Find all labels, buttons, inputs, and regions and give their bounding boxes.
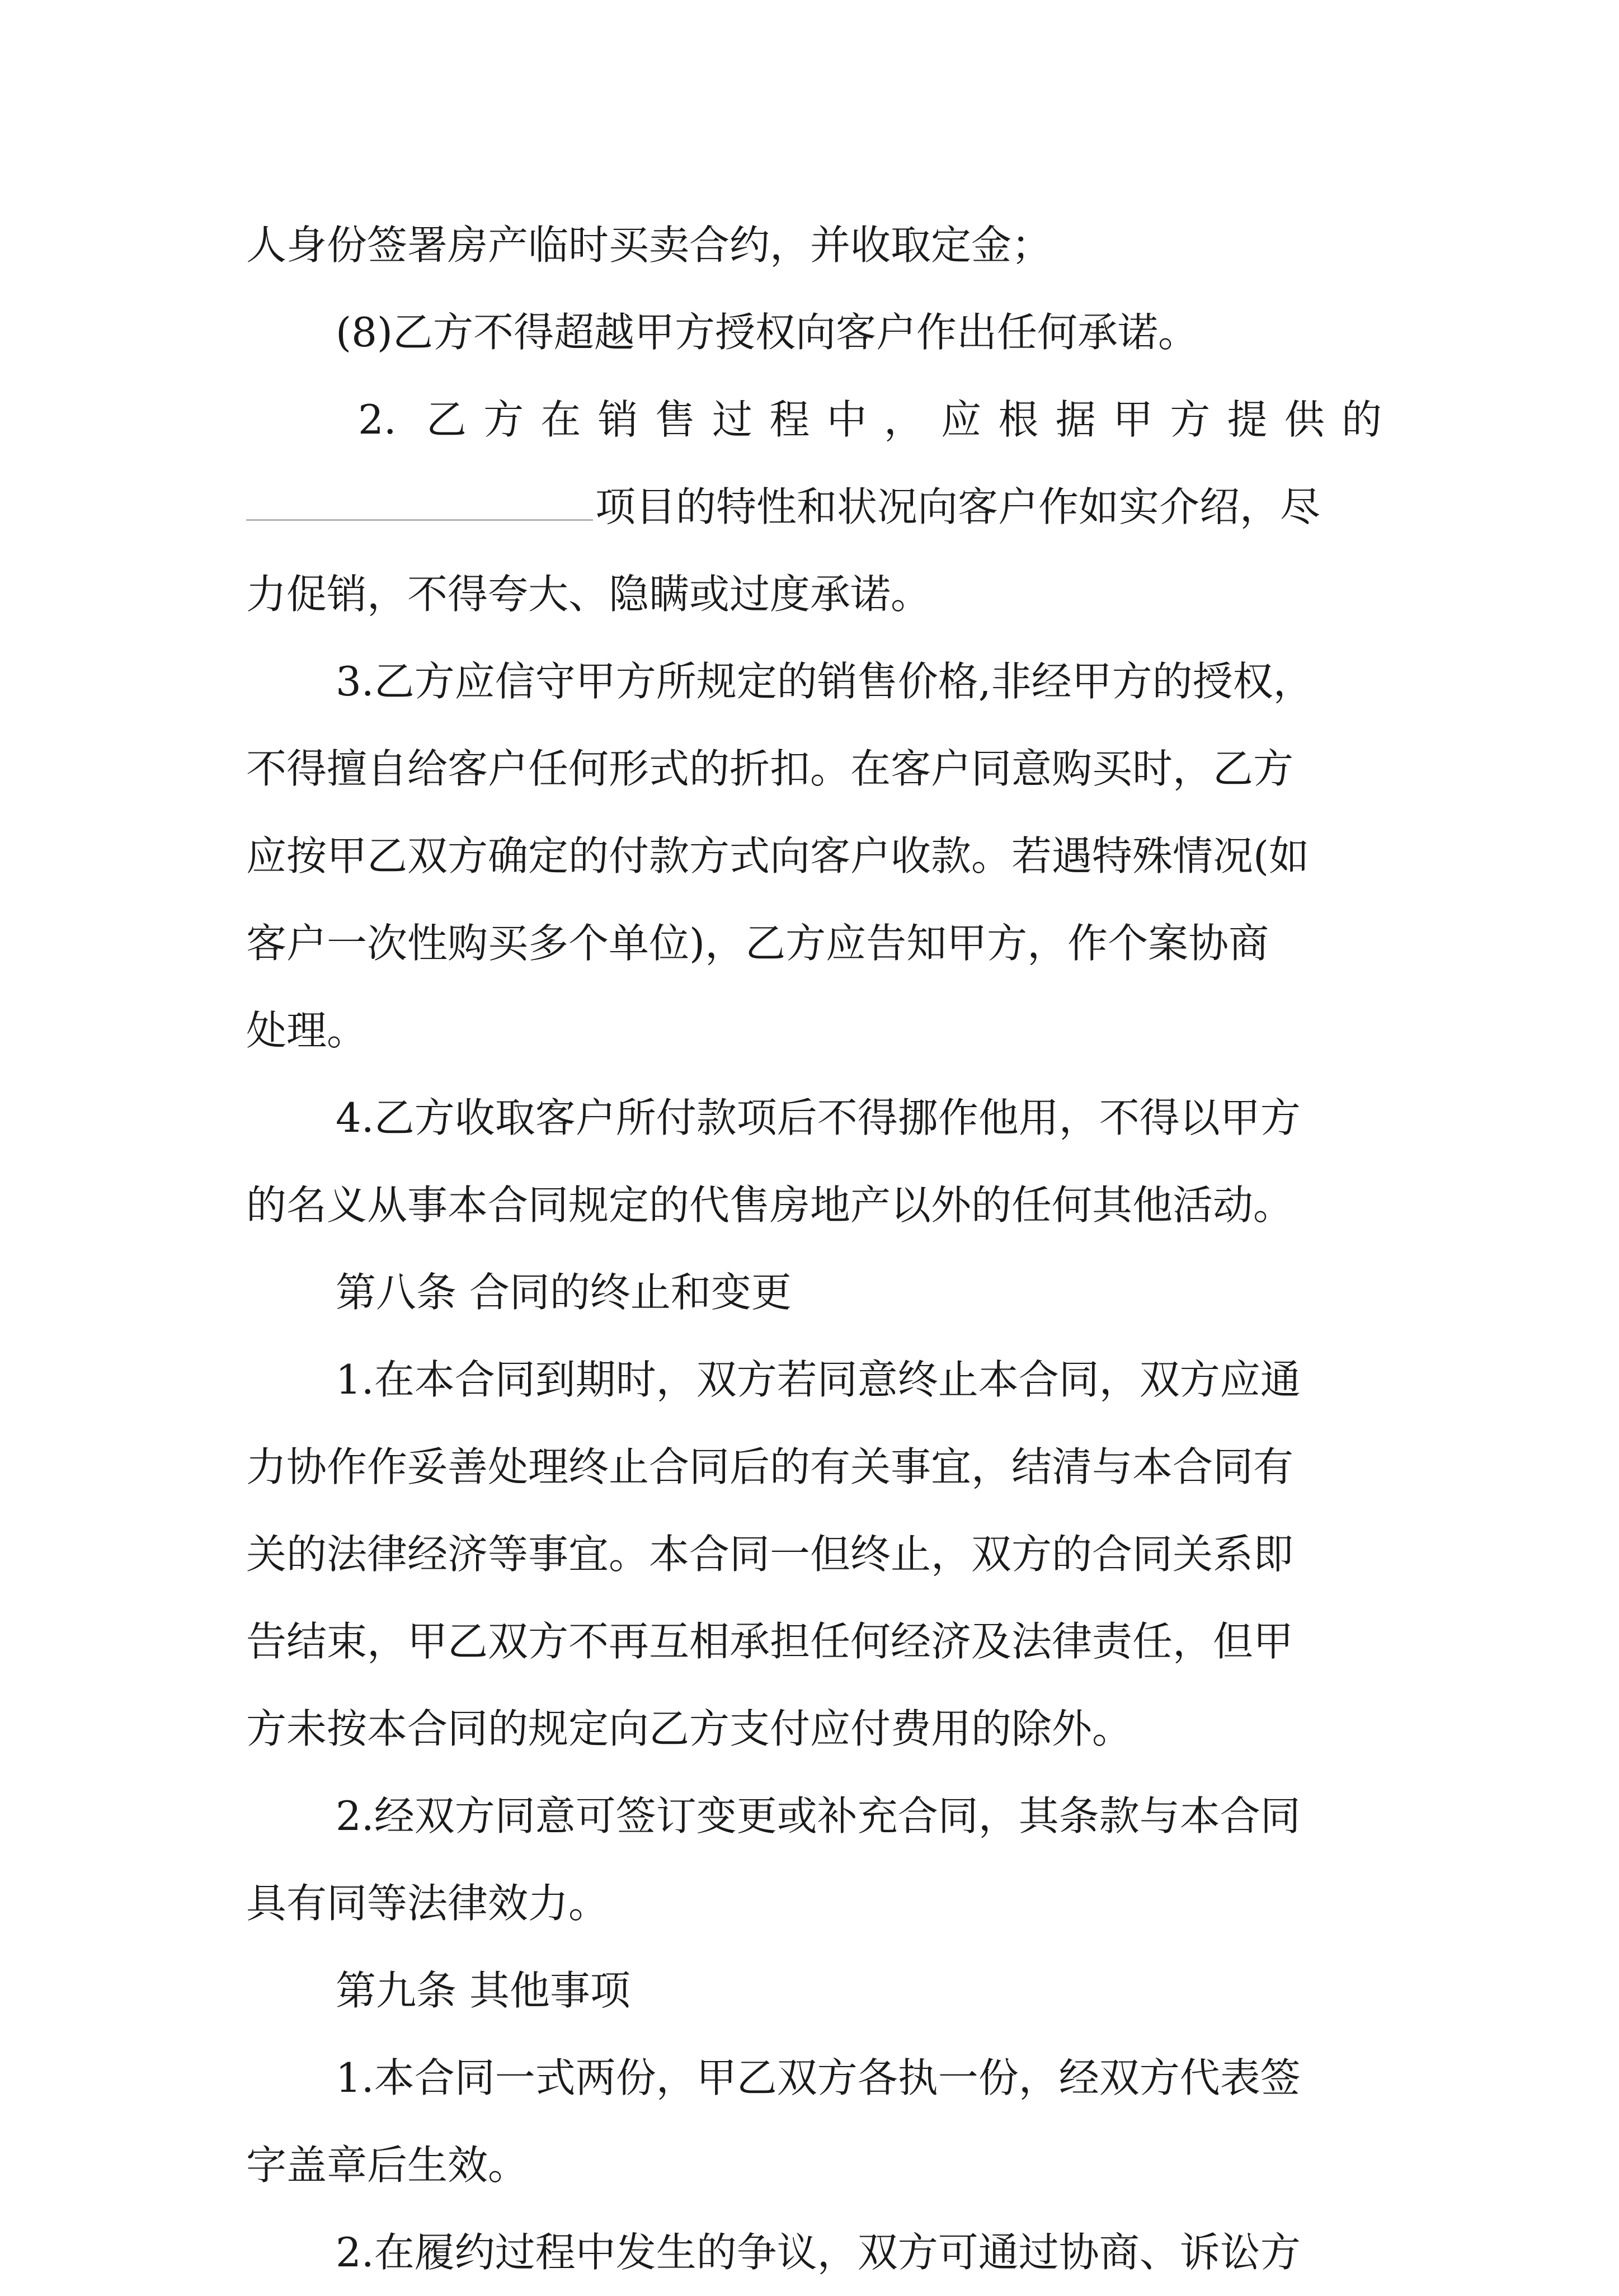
- text-line: 2.在履约过程中发生的争议，双方可通过协商、诉讼方: [336, 2229, 1301, 2276]
- text-line: 人身份签署房产临时买卖合约，并收取定金；: [246, 222, 1052, 269]
- text-line: (8)乙方不得超越甲方授权向客户作出任何承诺。: [336, 309, 1198, 356]
- text-line: 力协作作妥善处理终止合同后的有关事宜，结清与本合同有: [246, 1443, 1294, 1490]
- text-line: 告结束，甲乙双方不再互相承担任何经济及法律责任，但甲: [246, 1618, 1294, 1665]
- fill-in-blank: [246, 478, 593, 521]
- text-line: 2.经双方同意可签订变更或补充合同，其条款与本合同: [336, 1792, 1301, 1839]
- text-line: 字盖章后生效。: [246, 2142, 529, 2189]
- text-line: 方未按本合同的规定向乙方支付应付费用的除外。: [246, 1705, 1133, 1752]
- text-line: 3.乙方应信守甲方所规定的销售价格,非经甲方的授权，: [336, 658, 1314, 705]
- text-segment: 项目的特性和状况向客户作如实介绍，尽: [595, 483, 1321, 530]
- text-line: 2. 乙方在销售过程中，应根据甲方提供的: [358, 396, 1382, 443]
- section-heading: 第九条 其他事项: [336, 1967, 630, 2014]
- text-line: 关的法律经济等事宜。本合同一但终止，双方的合同关系即: [246, 1531, 1294, 1578]
- text-line: 4.乙方收取客户所付款项后不得挪作他用，不得以甲方: [336, 1094, 1301, 1141]
- section-heading: 第八条 合同的终止和变更: [336, 1269, 792, 1316]
- text-line: 应按甲乙双方确定的付款方式向客户收款。若遇特殊情况(如: [246, 832, 1310, 879]
- text-line: 1.在本合同到期时，双方若同意终止本合同，双方应通: [336, 1356, 1301, 1403]
- text-line: 不得擅自给客户任何形式的折扣。在客户同意购买时，乙方: [246, 745, 1294, 792]
- text-line: 具有同等法律效力。: [246, 1880, 609, 1927]
- text-line-with-blank: [246, 463, 1382, 551]
- text-line: 客户一次性购买多个单位)，乙方应告知甲方，作个案协商: [246, 920, 1269, 967]
- text-line: 力促销，不得夸大、隐瞒或过度承诺。: [246, 571, 931, 618]
- document-body: [246, 201, 1382, 2296]
- text-line: 处理。: [246, 1007, 368, 1054]
- text-line: 1.本合同一式两份，甲乙双方各执一份，经双方代表签: [336, 2054, 1301, 2101]
- text-line: 的名义从事本合同规定的代售房地产以外的任何其他活动。: [246, 1182, 1294, 1229]
